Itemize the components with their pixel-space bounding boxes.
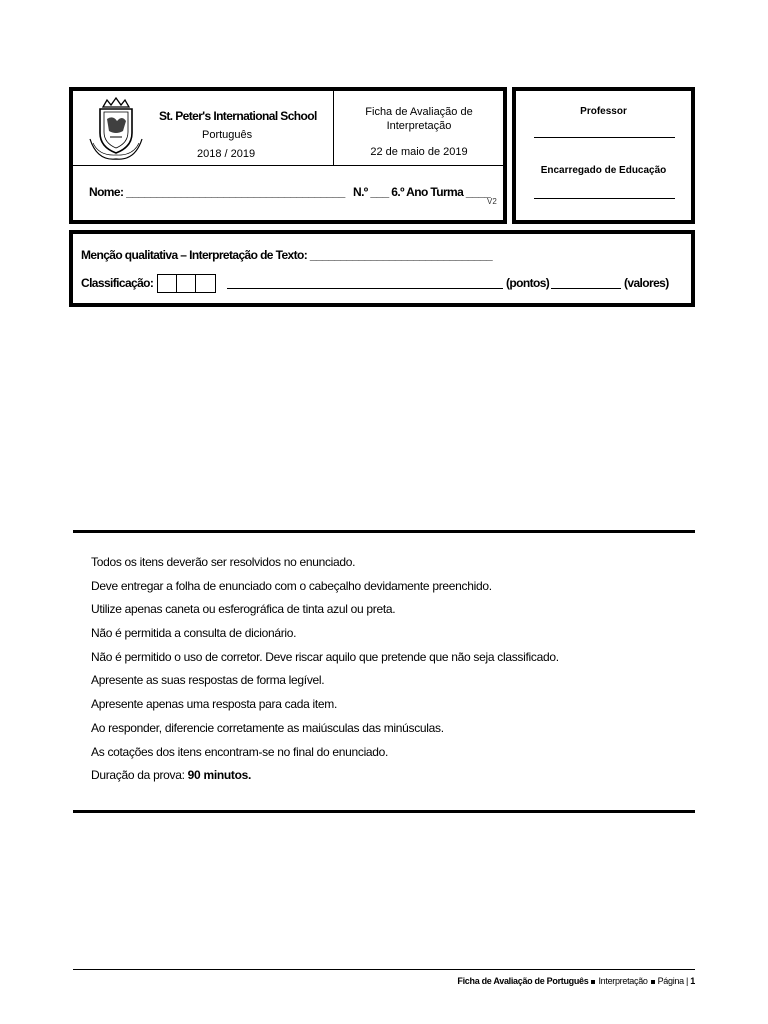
classification-cell[interactable] bbox=[196, 275, 215, 292]
school-year: 2018 / 2019 bbox=[197, 148, 256, 160]
footer-document: Ficha de Avaliação de Português bbox=[457, 976, 589, 986]
duration-item bbox=[91, 768, 559, 792]
classification-cell[interactable] bbox=[177, 275, 196, 292]
name-field[interactable]: Nome: ____________________________________ bbox=[89, 185, 345, 199]
school-crest-icon bbox=[87, 97, 145, 163]
header-divider-vertical bbox=[333, 91, 334, 165]
instructions-list bbox=[91, 555, 559, 792]
subject: Português bbox=[202, 129, 253, 141]
assessment-title: Ficha de Avaliação de Interpretação bbox=[365, 106, 473, 132]
instruction-item: Utilize apenas caneta ou esferográfica de tinta azul ou preta. bbox=[91, 602, 396, 617]
square-bullet-icon bbox=[591, 980, 595, 984]
guardian-signature-line[interactable] bbox=[534, 198, 675, 199]
number-class-field[interactable]: N.º ___ 6.º Ano Turma ____ bbox=[353, 185, 491, 199]
instructions-bottom-rule bbox=[73, 810, 695, 813]
instruction-item: Apresente apenas uma resposta para cada item. bbox=[91, 697, 337, 712]
instruction-item: Não é permitida a consulta de dicionário. bbox=[91, 626, 297, 641]
grading-box bbox=[69, 230, 695, 307]
qualitative-grade-field[interactable]: Menção qualitativa – Interpretação de Texto: ______________________________ bbox=[81, 248, 493, 262]
instruction-item: Deve entregar a folha de enunciado com o cabeçalho devidamente preenchido. bbox=[91, 578, 492, 593]
instruction-item: Apresente as suas respostas de forma legível. bbox=[91, 673, 325, 688]
page-number: 1 bbox=[690, 976, 695, 986]
instruction-item: As cotações dos itens encontram-se no final do enunciado. bbox=[91, 744, 389, 759]
valores-field-line[interactable] bbox=[551, 288, 621, 289]
instruction-item: Ao responder, diferencie corretamente as maiúsculas das minúsculas. bbox=[91, 720, 444, 735]
instruction-item: Não é permitido o uso de corretor. Deve riscar aquilo que pretende que não seja classificado. bbox=[91, 649, 559, 664]
guardian-label: Encarregado de Educação bbox=[540, 165, 667, 176]
duration-label: Duração da prova: bbox=[91, 768, 185, 783]
header-box bbox=[69, 87, 507, 224]
signature-box bbox=[512, 87, 695, 224]
duration-value: 90 minutos. bbox=[187, 768, 252, 783]
square-bullet-icon bbox=[651, 980, 655, 984]
valores-label: (valores) bbox=[624, 276, 669, 290]
header-divider-horizontal bbox=[73, 165, 503, 166]
classification-label: Classificação: bbox=[81, 276, 154, 290]
school-name: St. Peter's International School bbox=[159, 109, 317, 123]
instructions-top-rule bbox=[73, 530, 695, 533]
page-footer bbox=[457, 976, 695, 986]
footer-rule bbox=[73, 969, 695, 970]
classification-cells[interactable] bbox=[157, 274, 216, 293]
pontos-label: (pontos) bbox=[506, 276, 550, 290]
instruction-item: Todos os itens deverão ser resolvidos no enunciado. bbox=[91, 555, 356, 569]
classification-cell[interactable] bbox=[158, 275, 177, 292]
assessment-date: 22 de maio de 2019 bbox=[370, 146, 468, 158]
footer-section: Interpretação bbox=[598, 976, 648, 986]
teacher-label: Professor bbox=[580, 106, 627, 117]
footer-page-label: Página | bbox=[657, 976, 689, 986]
pontos-field-line[interactable] bbox=[227, 288, 503, 289]
version-mark: V2 bbox=[487, 197, 497, 206]
teacher-signature-line[interactable] bbox=[534, 137, 675, 138]
